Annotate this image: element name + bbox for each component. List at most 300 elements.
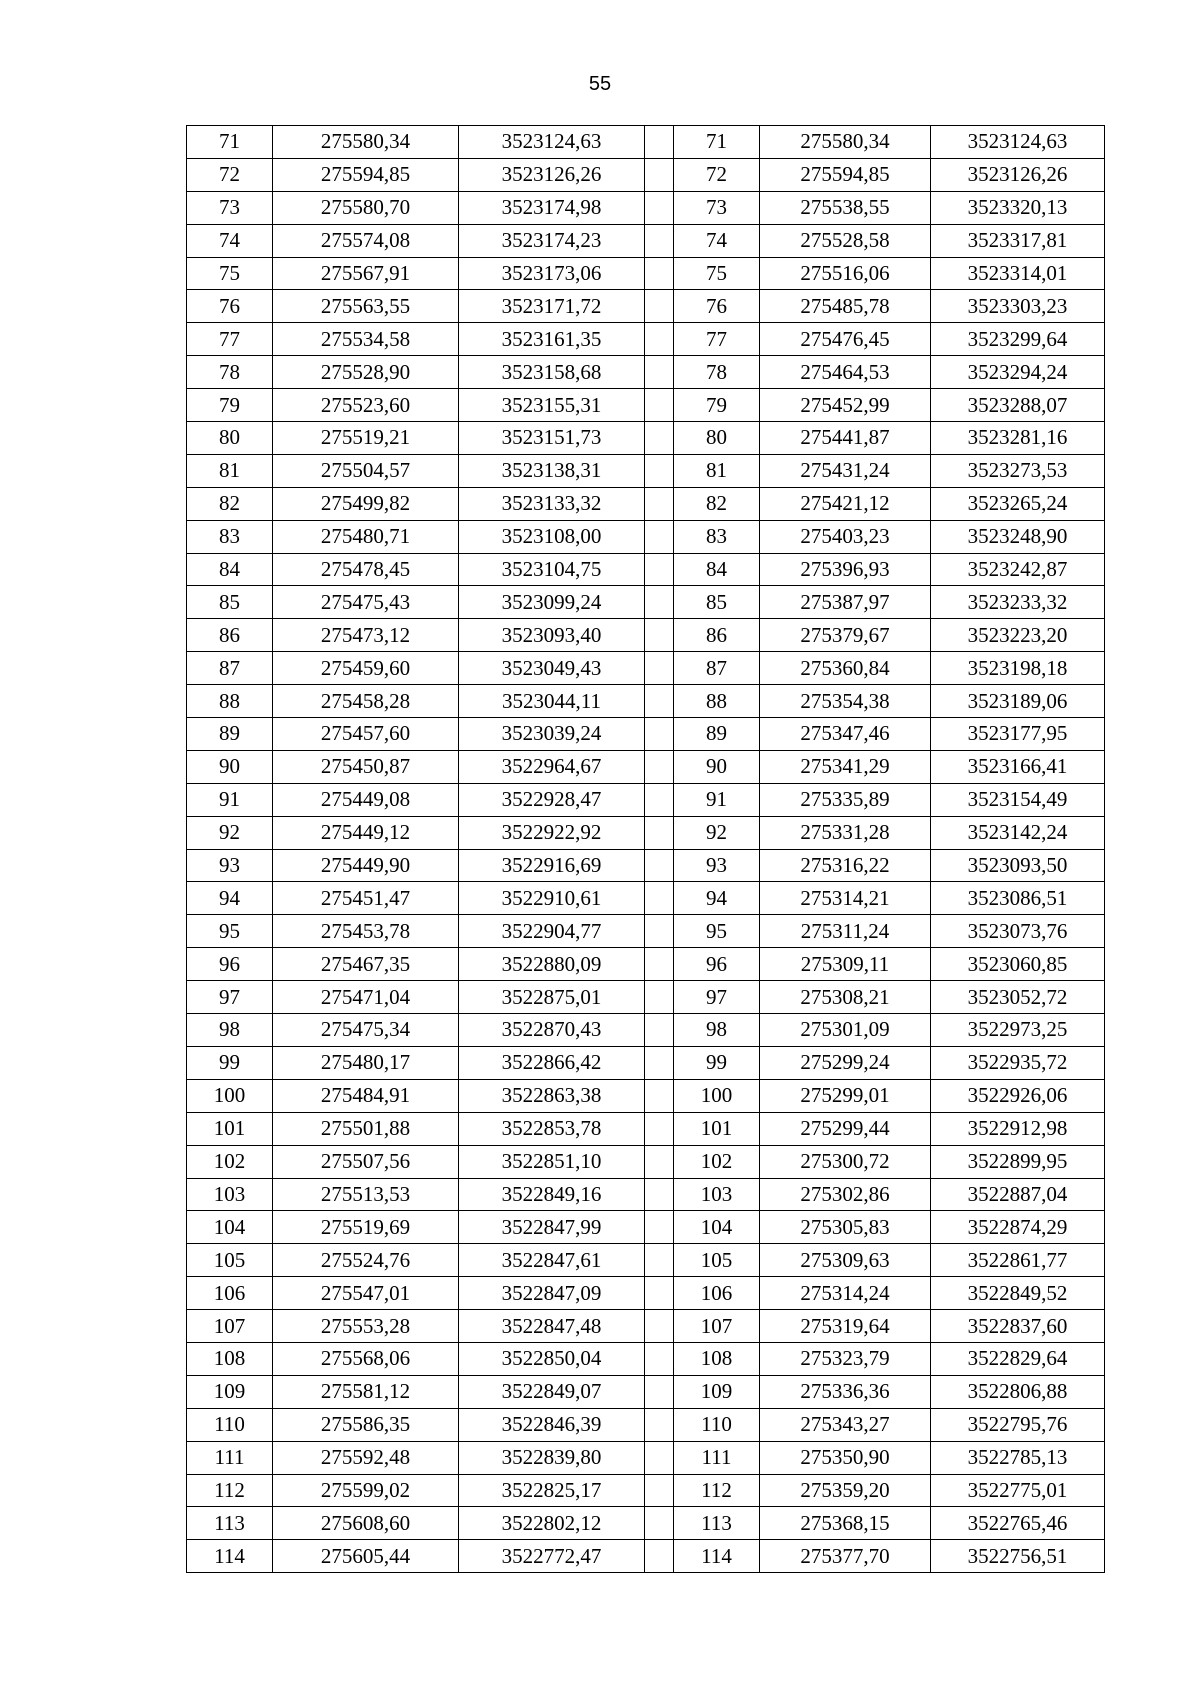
table-row bbox=[187, 1408, 1105, 1441]
empty-separator-cell bbox=[645, 454, 674, 487]
point-number-cell: 99 bbox=[187, 1046, 273, 1079]
x-coordinate-cell: 275311,24 bbox=[760, 915, 931, 948]
empty-separator-cell bbox=[645, 1244, 674, 1277]
point-number-cell: 89 bbox=[187, 718, 273, 751]
y-coordinate-cell: 3523158,68 bbox=[459, 356, 645, 389]
y-coordinate-cell: 3523294,24 bbox=[931, 356, 1105, 389]
empty-separator-cell bbox=[645, 1474, 674, 1507]
y-coordinate-cell: 3522887,04 bbox=[931, 1178, 1105, 1211]
point-number-cell: 85 bbox=[674, 586, 760, 619]
point-number-cell: 107 bbox=[674, 1310, 760, 1343]
x-coordinate-cell: 275308,21 bbox=[760, 981, 931, 1014]
point-number-cell: 84 bbox=[674, 553, 760, 586]
x-coordinate-cell: 275354,38 bbox=[760, 685, 931, 718]
empty-separator-cell bbox=[645, 1145, 674, 1178]
y-coordinate-cell: 3522795,76 bbox=[931, 1408, 1105, 1441]
y-coordinate-cell: 3522802,12 bbox=[459, 1507, 645, 1540]
point-number-cell: 94 bbox=[187, 882, 273, 915]
x-coordinate-cell: 275299,44 bbox=[760, 1112, 931, 1145]
point-number-cell: 113 bbox=[674, 1507, 760, 1540]
empty-separator-cell bbox=[645, 915, 674, 948]
empty-separator-cell bbox=[645, 257, 674, 290]
empty-separator-cell bbox=[645, 126, 674, 159]
x-coordinate-cell: 275314,24 bbox=[760, 1277, 931, 1310]
point-number-cell: 93 bbox=[674, 849, 760, 882]
x-coordinate-cell: 275538,55 bbox=[760, 191, 931, 224]
x-coordinate-cell: 275459,60 bbox=[273, 652, 459, 685]
y-coordinate-cell: 3522851,10 bbox=[459, 1145, 645, 1178]
y-coordinate-cell: 3522861,77 bbox=[931, 1244, 1105, 1277]
x-coordinate-cell: 275343,27 bbox=[760, 1408, 931, 1441]
point-number-cell: 78 bbox=[187, 356, 273, 389]
y-coordinate-cell: 3523142,24 bbox=[931, 816, 1105, 849]
y-coordinate-cell: 3522847,48 bbox=[459, 1310, 645, 1343]
y-coordinate-cell: 3523126,26 bbox=[931, 158, 1105, 191]
x-coordinate-cell: 275519,21 bbox=[273, 422, 459, 455]
y-coordinate-cell: 3522847,99 bbox=[459, 1211, 645, 1244]
y-coordinate-cell: 3523303,23 bbox=[931, 290, 1105, 323]
table-row bbox=[187, 422, 1105, 455]
point-number-cell: 91 bbox=[674, 783, 760, 816]
point-number-cell: 91 bbox=[187, 783, 273, 816]
x-coordinate-cell: 275563,55 bbox=[273, 290, 459, 323]
y-coordinate-cell: 3522765,46 bbox=[931, 1507, 1105, 1540]
x-coordinate-cell: 275457,60 bbox=[273, 718, 459, 751]
y-coordinate-cell: 3523052,72 bbox=[931, 981, 1105, 1014]
y-coordinate-cell: 3522964,67 bbox=[459, 750, 645, 783]
x-coordinate-cell: 275501,88 bbox=[273, 1112, 459, 1145]
x-coordinate-cell: 275516,06 bbox=[760, 257, 931, 290]
empty-separator-cell bbox=[645, 981, 674, 1014]
y-coordinate-cell: 3523073,76 bbox=[931, 915, 1105, 948]
y-coordinate-cell: 3522849,52 bbox=[931, 1277, 1105, 1310]
point-number-cell: 109 bbox=[674, 1375, 760, 1408]
empty-separator-cell bbox=[645, 619, 674, 652]
point-number-cell: 106 bbox=[674, 1277, 760, 1310]
empty-separator-cell bbox=[645, 356, 674, 389]
coordinates-table-body bbox=[187, 126, 1105, 1573]
y-coordinate-cell: 3523124,63 bbox=[459, 126, 645, 159]
y-coordinate-cell: 3522973,25 bbox=[931, 1014, 1105, 1047]
y-coordinate-cell: 3522866,42 bbox=[459, 1046, 645, 1079]
y-coordinate-cell: 3522846,39 bbox=[459, 1408, 645, 1441]
x-coordinate-cell: 275360,84 bbox=[760, 652, 931, 685]
y-coordinate-cell: 3522837,60 bbox=[931, 1310, 1105, 1343]
x-coordinate-cell: 275319,64 bbox=[760, 1310, 931, 1343]
y-coordinate-cell: 3523060,85 bbox=[931, 948, 1105, 981]
empty-separator-cell bbox=[645, 1441, 674, 1474]
table-row bbox=[187, 1441, 1105, 1474]
empty-separator-cell bbox=[645, 1342, 674, 1375]
point-number-cell: 114 bbox=[674, 1540, 760, 1573]
point-number-cell: 108 bbox=[187, 1342, 273, 1375]
x-coordinate-cell: 275594,85 bbox=[760, 158, 931, 191]
point-number-cell: 92 bbox=[187, 816, 273, 849]
point-number-cell: 90 bbox=[187, 750, 273, 783]
coordinates-table bbox=[186, 125, 1105, 1573]
x-coordinate-cell: 275387,97 bbox=[760, 586, 931, 619]
x-coordinate-cell: 275485,78 bbox=[760, 290, 931, 323]
y-coordinate-cell: 3522775,01 bbox=[931, 1474, 1105, 1507]
point-number-cell: 87 bbox=[674, 652, 760, 685]
point-number-cell: 97 bbox=[187, 981, 273, 1014]
y-coordinate-cell: 3523108,00 bbox=[459, 520, 645, 553]
point-number-cell: 103 bbox=[674, 1178, 760, 1211]
table-row bbox=[187, 1244, 1105, 1277]
table-row bbox=[187, 454, 1105, 487]
x-coordinate-cell: 275359,20 bbox=[760, 1474, 931, 1507]
y-coordinate-cell: 3522829,64 bbox=[931, 1342, 1105, 1375]
x-coordinate-cell: 275580,70 bbox=[273, 191, 459, 224]
y-coordinate-cell: 3522863,38 bbox=[459, 1079, 645, 1112]
x-coordinate-cell: 275480,71 bbox=[273, 520, 459, 553]
y-coordinate-cell: 3522806,88 bbox=[931, 1375, 1105, 1408]
x-coordinate-cell: 275507,56 bbox=[273, 1145, 459, 1178]
x-coordinate-cell: 275484,91 bbox=[273, 1079, 459, 1112]
point-number-cell: 76 bbox=[674, 290, 760, 323]
y-coordinate-cell: 3523317,81 bbox=[931, 224, 1105, 257]
table-row bbox=[187, 323, 1105, 356]
x-coordinate-cell: 275473,12 bbox=[273, 619, 459, 652]
x-coordinate-cell: 275480,17 bbox=[273, 1046, 459, 1079]
x-coordinate-cell: 275478,45 bbox=[273, 553, 459, 586]
x-coordinate-cell: 275350,90 bbox=[760, 1441, 931, 1474]
table-row bbox=[187, 1211, 1105, 1244]
y-coordinate-cell: 3522785,13 bbox=[931, 1441, 1105, 1474]
point-number-cell: 109 bbox=[187, 1375, 273, 1408]
x-coordinate-cell: 275377,70 bbox=[760, 1540, 931, 1573]
y-coordinate-cell: 3523093,50 bbox=[931, 849, 1105, 882]
x-coordinate-cell: 275523,60 bbox=[273, 389, 459, 422]
point-number-cell: 101 bbox=[674, 1112, 760, 1145]
empty-separator-cell bbox=[645, 323, 674, 356]
point-number-cell: 96 bbox=[187, 948, 273, 981]
x-coordinate-cell: 275475,43 bbox=[273, 586, 459, 619]
x-coordinate-cell: 275309,11 bbox=[760, 948, 931, 981]
table-row bbox=[187, 718, 1105, 751]
empty-separator-cell bbox=[645, 849, 674, 882]
x-coordinate-cell: 275574,08 bbox=[273, 224, 459, 257]
empty-separator-cell bbox=[645, 1375, 674, 1408]
x-coordinate-cell: 275449,12 bbox=[273, 816, 459, 849]
y-coordinate-cell: 3522916,69 bbox=[459, 849, 645, 882]
y-coordinate-cell: 3523039,24 bbox=[459, 718, 645, 751]
point-number-cell: 101 bbox=[187, 1112, 273, 1145]
x-coordinate-cell: 275452,99 bbox=[760, 389, 931, 422]
table-row bbox=[187, 520, 1105, 553]
point-number-cell: 75 bbox=[187, 257, 273, 290]
empty-separator-cell bbox=[645, 389, 674, 422]
point-number-cell: 72 bbox=[187, 158, 273, 191]
y-coordinate-cell: 3523242,87 bbox=[931, 553, 1105, 586]
x-coordinate-cell: 275450,87 bbox=[273, 750, 459, 783]
x-coordinate-cell: 275451,47 bbox=[273, 882, 459, 915]
y-coordinate-cell: 3522849,16 bbox=[459, 1178, 645, 1211]
y-coordinate-cell: 3523093,40 bbox=[459, 619, 645, 652]
table-row bbox=[187, 685, 1105, 718]
table-row bbox=[187, 750, 1105, 783]
table-row bbox=[187, 652, 1105, 685]
y-coordinate-cell: 3523314,01 bbox=[931, 257, 1105, 290]
point-number-cell: 72 bbox=[674, 158, 760, 191]
empty-separator-cell bbox=[645, 718, 674, 751]
y-coordinate-cell: 3522850,04 bbox=[459, 1342, 645, 1375]
point-number-cell: 80 bbox=[674, 422, 760, 455]
y-coordinate-cell: 3523104,75 bbox=[459, 553, 645, 586]
x-coordinate-cell: 275475,34 bbox=[273, 1014, 459, 1047]
x-coordinate-cell: 275476,45 bbox=[760, 323, 931, 356]
empty-separator-cell bbox=[645, 1540, 674, 1573]
y-coordinate-cell: 3523288,07 bbox=[931, 389, 1105, 422]
point-number-cell: 102 bbox=[674, 1145, 760, 1178]
point-number-cell: 112 bbox=[674, 1474, 760, 1507]
x-coordinate-cell: 275449,08 bbox=[273, 783, 459, 816]
y-coordinate-cell: 3523177,95 bbox=[931, 718, 1105, 751]
point-number-cell: 74 bbox=[187, 224, 273, 257]
table-row bbox=[187, 1507, 1105, 1540]
empty-separator-cell bbox=[645, 422, 674, 455]
y-coordinate-cell: 3522839,80 bbox=[459, 1441, 645, 1474]
x-coordinate-cell: 275513,53 bbox=[273, 1178, 459, 1211]
y-coordinate-cell: 3523126,26 bbox=[459, 158, 645, 191]
table-row bbox=[187, 1540, 1105, 1573]
point-number-cell: 111 bbox=[187, 1441, 273, 1474]
y-coordinate-cell: 3523174,23 bbox=[459, 224, 645, 257]
x-coordinate-cell: 275300,72 bbox=[760, 1145, 931, 1178]
empty-separator-cell bbox=[645, 652, 674, 685]
table-row bbox=[187, 389, 1105, 422]
y-coordinate-cell: 3523198,18 bbox=[931, 652, 1105, 685]
empty-separator-cell bbox=[645, 750, 674, 783]
x-coordinate-cell: 275299,24 bbox=[760, 1046, 931, 1079]
empty-separator-cell bbox=[645, 882, 674, 915]
x-coordinate-cell: 275314,21 bbox=[760, 882, 931, 915]
empty-separator-cell bbox=[645, 520, 674, 553]
empty-separator-cell bbox=[645, 1507, 674, 1540]
table-row bbox=[187, 1046, 1105, 1079]
point-number-cell: 98 bbox=[674, 1014, 760, 1047]
table-row bbox=[187, 1375, 1105, 1408]
point-number-cell: 104 bbox=[674, 1211, 760, 1244]
x-coordinate-cell: 275316,22 bbox=[760, 849, 931, 882]
point-number-cell: 89 bbox=[674, 718, 760, 751]
table-row bbox=[187, 191, 1105, 224]
point-number-cell: 71 bbox=[674, 126, 760, 159]
empty-separator-cell bbox=[645, 1079, 674, 1112]
point-number-cell: 86 bbox=[187, 619, 273, 652]
y-coordinate-cell: 3523281,16 bbox=[931, 422, 1105, 455]
x-coordinate-cell: 275347,46 bbox=[760, 718, 931, 751]
y-coordinate-cell: 3523171,72 bbox=[459, 290, 645, 323]
table-row bbox=[187, 1014, 1105, 1047]
x-coordinate-cell: 275301,09 bbox=[760, 1014, 931, 1047]
table-row bbox=[187, 1342, 1105, 1375]
table-row bbox=[187, 1474, 1105, 1507]
y-coordinate-cell: 3523320,13 bbox=[931, 191, 1105, 224]
point-number-cell: 85 bbox=[187, 586, 273, 619]
x-coordinate-cell: 275581,12 bbox=[273, 1375, 459, 1408]
point-number-cell: 79 bbox=[674, 389, 760, 422]
table-row bbox=[187, 290, 1105, 323]
empty-separator-cell bbox=[645, 1408, 674, 1441]
y-coordinate-cell: 3523273,53 bbox=[931, 454, 1105, 487]
table-row bbox=[187, 1079, 1105, 1112]
y-coordinate-cell: 3522847,09 bbox=[459, 1277, 645, 1310]
x-coordinate-cell: 275605,44 bbox=[273, 1540, 459, 1573]
point-number-cell: 81 bbox=[674, 454, 760, 487]
point-number-cell: 81 bbox=[187, 454, 273, 487]
empty-separator-cell bbox=[645, 487, 674, 520]
x-coordinate-cell: 275305,83 bbox=[760, 1211, 931, 1244]
y-coordinate-cell: 3523151,73 bbox=[459, 422, 645, 455]
y-coordinate-cell: 3523138,31 bbox=[459, 454, 645, 487]
point-number-cell: 77 bbox=[187, 323, 273, 356]
point-number-cell: 78 bbox=[674, 356, 760, 389]
point-number-cell: 71 bbox=[187, 126, 273, 159]
empty-separator-cell bbox=[645, 553, 674, 586]
point-number-cell: 103 bbox=[187, 1178, 273, 1211]
y-coordinate-cell: 3522912,98 bbox=[931, 1112, 1105, 1145]
x-coordinate-cell: 275519,69 bbox=[273, 1211, 459, 1244]
x-coordinate-cell: 275368,15 bbox=[760, 1507, 931, 1540]
point-number-cell: 87 bbox=[187, 652, 273, 685]
empty-separator-cell bbox=[645, 948, 674, 981]
point-number-cell: 74 bbox=[674, 224, 760, 257]
point-number-cell: 77 bbox=[674, 323, 760, 356]
x-coordinate-cell: 275580,34 bbox=[760, 126, 931, 159]
table-row bbox=[187, 1145, 1105, 1178]
point-number-cell: 95 bbox=[187, 915, 273, 948]
point-number-cell: 73 bbox=[674, 191, 760, 224]
x-coordinate-cell: 275336,36 bbox=[760, 1375, 931, 1408]
x-coordinate-cell: 275553,28 bbox=[273, 1310, 459, 1343]
y-coordinate-cell: 3523124,63 bbox=[931, 126, 1105, 159]
x-coordinate-cell: 275449,90 bbox=[273, 849, 459, 882]
y-coordinate-cell: 3523086,51 bbox=[931, 882, 1105, 915]
table-row bbox=[187, 981, 1105, 1014]
x-coordinate-cell: 275524,76 bbox=[273, 1244, 459, 1277]
y-coordinate-cell: 3523265,24 bbox=[931, 487, 1105, 520]
point-number-cell: 112 bbox=[187, 1474, 273, 1507]
y-coordinate-cell: 3522772,47 bbox=[459, 1540, 645, 1573]
table-row bbox=[187, 948, 1105, 981]
page-number: 55 bbox=[588, 73, 612, 95]
empty-separator-cell bbox=[645, 224, 674, 257]
x-coordinate-cell: 275458,28 bbox=[273, 685, 459, 718]
y-coordinate-cell: 3522910,61 bbox=[459, 882, 645, 915]
x-coordinate-cell: 275567,91 bbox=[273, 257, 459, 290]
y-coordinate-cell: 3522874,29 bbox=[931, 1211, 1105, 1244]
point-number-cell: 102 bbox=[187, 1145, 273, 1178]
y-coordinate-cell: 3522899,95 bbox=[931, 1145, 1105, 1178]
table-row bbox=[187, 158, 1105, 191]
x-coordinate-cell: 275592,48 bbox=[273, 1441, 459, 1474]
y-coordinate-cell: 3523154,49 bbox=[931, 783, 1105, 816]
point-number-cell: 75 bbox=[674, 257, 760, 290]
point-number-cell: 92 bbox=[674, 816, 760, 849]
point-number-cell: 113 bbox=[187, 1507, 273, 1540]
point-number-cell: 98 bbox=[187, 1014, 273, 1047]
x-coordinate-cell: 275341,29 bbox=[760, 750, 931, 783]
x-coordinate-cell: 275396,93 bbox=[760, 553, 931, 586]
x-coordinate-cell: 275599,02 bbox=[273, 1474, 459, 1507]
x-coordinate-cell: 275608,60 bbox=[273, 1507, 459, 1540]
table-row bbox=[187, 356, 1105, 389]
point-number-cell: 105 bbox=[674, 1244, 760, 1277]
x-coordinate-cell: 275499,82 bbox=[273, 487, 459, 520]
empty-separator-cell bbox=[645, 1112, 674, 1145]
table-row bbox=[187, 586, 1105, 619]
table-row bbox=[187, 257, 1105, 290]
x-coordinate-cell: 275528,58 bbox=[760, 224, 931, 257]
table-row bbox=[187, 915, 1105, 948]
y-coordinate-cell: 3523155,31 bbox=[459, 389, 645, 422]
empty-separator-cell bbox=[645, 586, 674, 619]
empty-separator-cell bbox=[645, 290, 674, 323]
point-number-cell: 86 bbox=[674, 619, 760, 652]
x-coordinate-cell: 275441,87 bbox=[760, 422, 931, 455]
point-number-cell: 95 bbox=[674, 915, 760, 948]
x-coordinate-cell: 275299,01 bbox=[760, 1079, 931, 1112]
y-coordinate-cell: 3522935,72 bbox=[931, 1046, 1105, 1079]
y-coordinate-cell: 3522853,78 bbox=[459, 1112, 645, 1145]
point-number-cell: 107 bbox=[187, 1310, 273, 1343]
point-number-cell: 99 bbox=[674, 1046, 760, 1079]
empty-separator-cell bbox=[645, 1277, 674, 1310]
y-coordinate-cell: 3522756,51 bbox=[931, 1540, 1105, 1573]
y-coordinate-cell: 3523299,64 bbox=[931, 323, 1105, 356]
point-number-cell: 100 bbox=[187, 1079, 273, 1112]
x-coordinate-cell: 275586,35 bbox=[273, 1408, 459, 1441]
point-number-cell: 97 bbox=[674, 981, 760, 1014]
point-number-cell: 76 bbox=[187, 290, 273, 323]
point-number-cell: 83 bbox=[674, 520, 760, 553]
point-number-cell: 110 bbox=[187, 1408, 273, 1441]
point-number-cell: 73 bbox=[187, 191, 273, 224]
empty-separator-cell bbox=[645, 1046, 674, 1079]
y-coordinate-cell: 3522825,17 bbox=[459, 1474, 645, 1507]
point-number-cell: 114 bbox=[187, 1540, 273, 1573]
x-coordinate-cell: 275580,34 bbox=[273, 126, 459, 159]
x-coordinate-cell: 275528,90 bbox=[273, 356, 459, 389]
x-coordinate-cell: 275471,04 bbox=[273, 981, 459, 1014]
y-coordinate-cell: 3523166,41 bbox=[931, 750, 1105, 783]
empty-separator-cell bbox=[645, 158, 674, 191]
y-coordinate-cell: 3522904,77 bbox=[459, 915, 645, 948]
x-coordinate-cell: 275504,57 bbox=[273, 454, 459, 487]
table-row bbox=[187, 1310, 1105, 1343]
x-coordinate-cell: 275568,06 bbox=[273, 1342, 459, 1375]
x-coordinate-cell: 275323,79 bbox=[760, 1342, 931, 1375]
point-number-cell: 96 bbox=[674, 948, 760, 981]
y-coordinate-cell: 3523189,06 bbox=[931, 685, 1105, 718]
table-row bbox=[187, 553, 1105, 586]
y-coordinate-cell: 3523049,43 bbox=[459, 652, 645, 685]
empty-separator-cell bbox=[645, 1178, 674, 1211]
empty-separator-cell bbox=[645, 816, 674, 849]
y-coordinate-cell: 3522847,61 bbox=[459, 1244, 645, 1277]
x-coordinate-cell: 275431,24 bbox=[760, 454, 931, 487]
table-row bbox=[187, 1277, 1105, 1310]
empty-separator-cell bbox=[645, 1310, 674, 1343]
point-number-cell: 94 bbox=[674, 882, 760, 915]
table-row bbox=[187, 882, 1105, 915]
y-coordinate-cell: 3523044,11 bbox=[459, 685, 645, 718]
y-coordinate-cell: 3523099,24 bbox=[459, 586, 645, 619]
point-number-cell: 88 bbox=[674, 685, 760, 718]
table-row bbox=[187, 224, 1105, 257]
empty-separator-cell bbox=[645, 783, 674, 816]
